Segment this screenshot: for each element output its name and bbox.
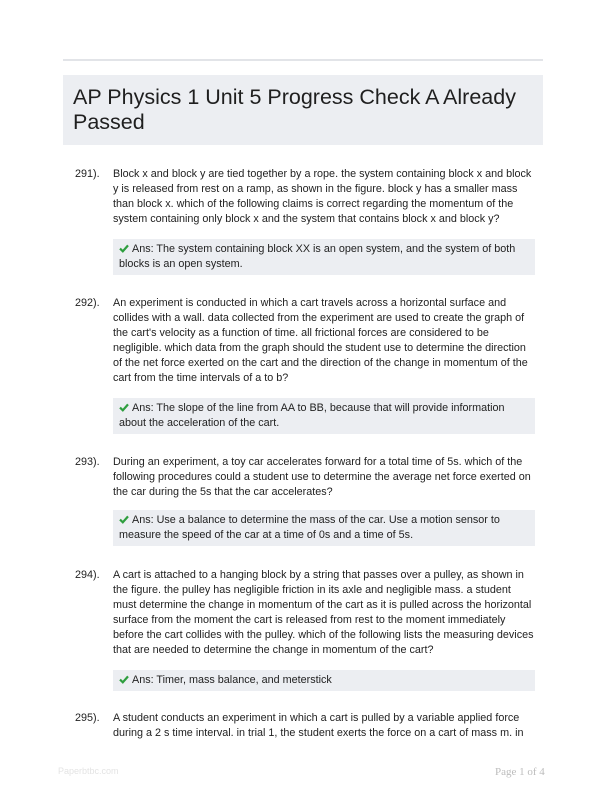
check-icon bbox=[119, 403, 129, 412]
top-rule bbox=[63, 59, 543, 61]
question-text: A student conducts an experiment in which a cart is pulled by a variable applied force during a 2 s time interval. in trial 1, the student exerts the force on a cart of mass m. in bbox=[113, 712, 524, 739]
answer-text: Ans: The system containing block XX is an open system, and the system of both blocks is an open system. bbox=[119, 243, 516, 270]
answer-box bbox=[113, 398, 535, 434]
answer-box bbox=[113, 239, 535, 275]
question-number: 295). bbox=[75, 712, 100, 724]
question-number: 293). bbox=[75, 456, 100, 468]
answer-box bbox=[113, 670, 535, 691]
answer-text: Ans: Timer, mass balance, and meterstick bbox=[132, 674, 332, 686]
page-indicator: Page 1 of 4 bbox=[495, 766, 545, 778]
question-number: 294). bbox=[75, 569, 100, 581]
check-icon bbox=[119, 675, 129, 684]
question-text: Block x and block y are tied together by a rope. the system containing block x and block y is released from rest on a ramp, as shown in the figure. block y has a smaller mass than block x. which of the following claims is correct regarding the momentum of the system containing only block x and the system that contains block x and block y? bbox=[113, 168, 532, 225]
check-icon bbox=[119, 244, 129, 253]
question-text: An experiment is conducted in which a cart travels across a horizontal surface and collides with a wall. data collected from the experiment are used to create the graph of the cart's velocity as a function of time. all frictional forces are considered to be negligible. which data from the graph should the student use to determine the direction of the net force exerted on the cart and the direction of the change in momentum of the cart from the time intervals of a to b? bbox=[113, 297, 528, 384]
question-text: A cart is attached to a hanging block by a string that passes over a pulley, as shown in the figure. the pulley has negligible friction in its axle and negligible mass. a student must determine the change in momentum of the cart as it is pulled across the horizontal surface from the moment the cart is released from rest to the moment immediately before the cart collides with the pulley. which of the following lists the measuring devices that are needed to determine the change in momentum of the cart? bbox=[113, 569, 534, 656]
answer-text: Ans: The slope of the line from AA to BB, because that will provide information about the acceleration of the cart. bbox=[119, 402, 505, 429]
question-text: During an experiment, a toy car accelerates forward for a total time of 5s. which of the following procedures could a student use to determine the average net force exerted on the car during the 5s that the car accelerates? bbox=[113, 456, 531, 498]
question-number: 292). bbox=[75, 297, 100, 309]
title-box bbox=[63, 75, 543, 145]
footer-watermark: Paperbtbc.com bbox=[58, 766, 119, 776]
check-icon bbox=[119, 515, 129, 524]
answer-text: Ans: Use a balance to determine the mass of the car. Use a motion sensor to measure the speed of the car at a time of 0s and a time of 5s. bbox=[119, 514, 500, 541]
question-number: 291). bbox=[75, 168, 100, 180]
answer-box bbox=[113, 510, 535, 546]
page-title: AP Physics 1 Unit 5 Progress Check A Already Passed bbox=[73, 85, 516, 134]
